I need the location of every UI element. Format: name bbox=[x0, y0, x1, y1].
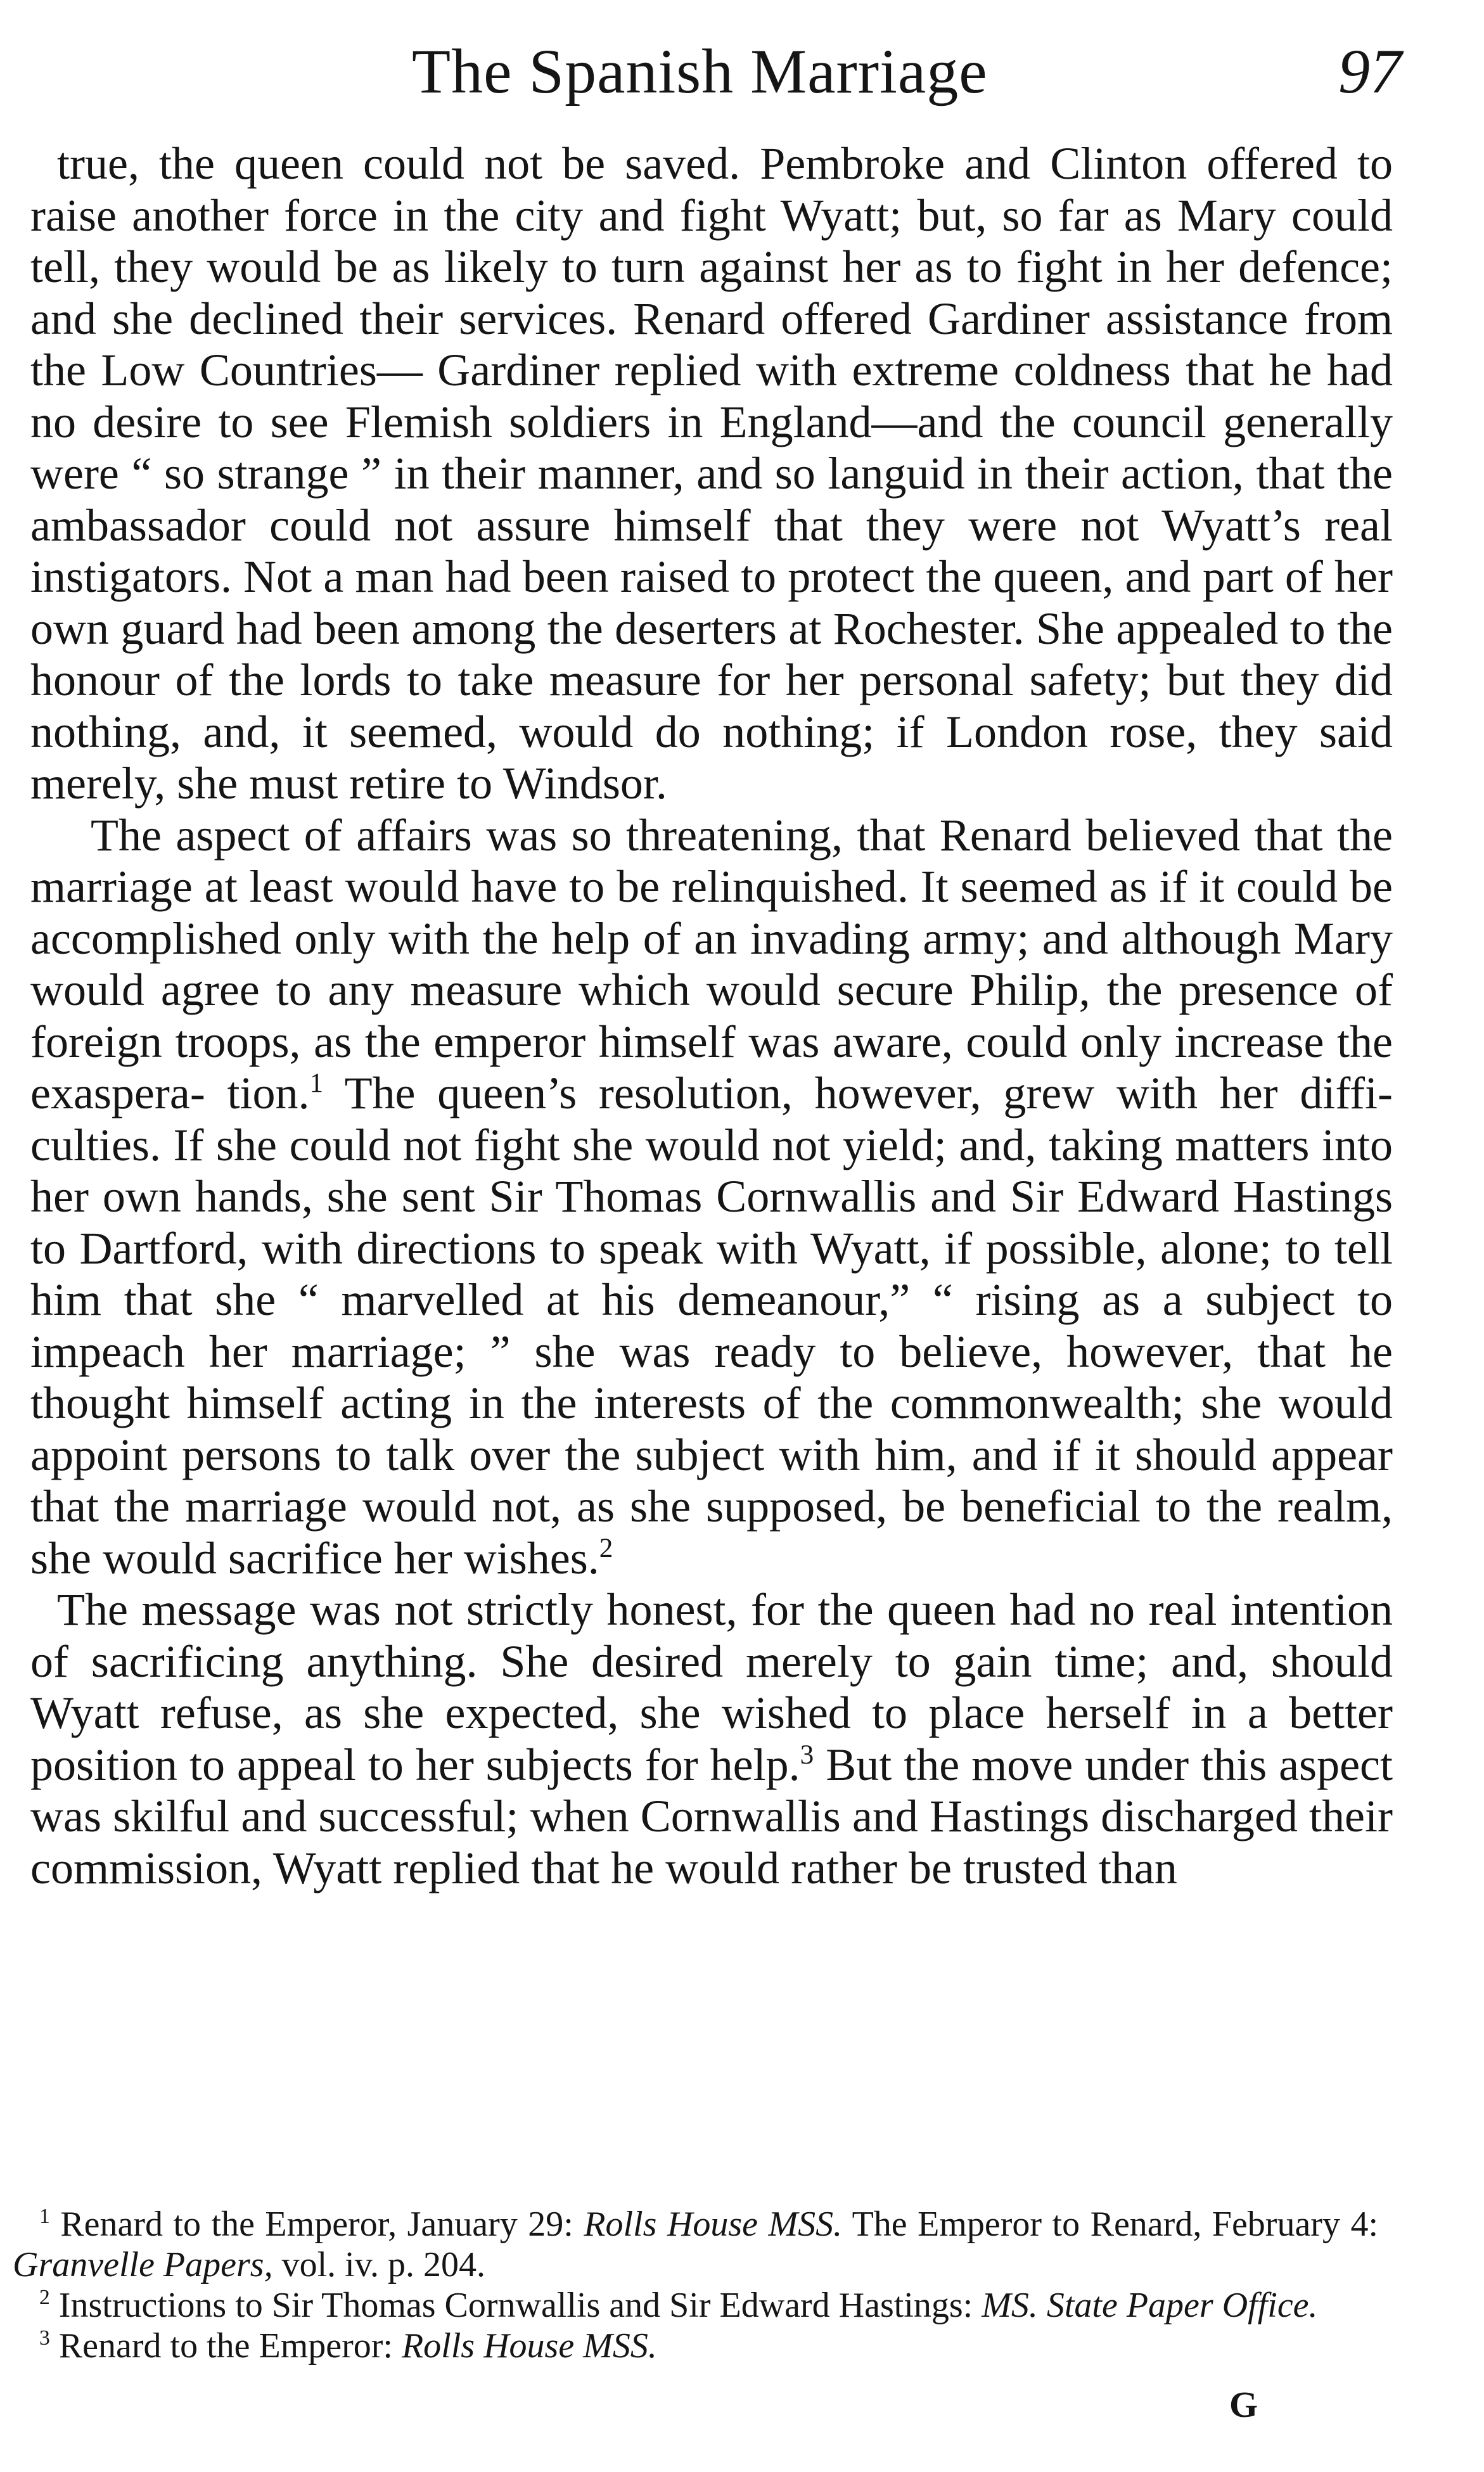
footnote-source: Rolls House MSS. bbox=[401, 2326, 657, 2366]
page-number: 97 bbox=[1338, 36, 1402, 106]
running-title: The Spanish Marriage bbox=[412, 36, 988, 106]
paragraph-text: The message was not strictly honest, for the queen had no real intention of sacrificing anything. She desired merely to gain time; and, should Wyatt refuse, as she expected, she wished to place herself in a better position to appeal to her subjects for help. bbox=[30, 1584, 1393, 1790]
footnote-text: Instructions to Sir Thomas Cornwallis and Sir Edward Hastings: bbox=[49, 2286, 982, 2325]
footnotes bbox=[13, 2204, 1378, 2366]
paragraph bbox=[30, 810, 1393, 1585]
footnote bbox=[13, 2204, 1378, 2285]
footnote-source: MS. State Paper Office. bbox=[982, 2286, 1318, 2325]
signature-mark: G bbox=[1229, 2384, 1260, 2425]
paragraph-text: true, the queen could not be saved. Pembroke and Clinton offered to raise another force in the city and fight Wyatt; but, so far as Mary could tell, they would be as likely to turn against her as to fight in her defence; and she declined their services. Renard offered Gardiner assistance from the Low Countries— Gardiner replied with extreme coldness that he had no desire to see Flemish soldiers in England—and the council generally were “ so strange ” in their manner, and so languid in their action, that the ambassador could not assure himself that they were not Wyatt’s real instigators. Not a man had been raised to protect the queen, and part of her own guard had been among the deserters at Rochester. She appealed to the honour of the lords to take measure for her personal safety; but they did nothing, and, it seemed, would do nothing; if London rose, they said merely, she must retire to Windsor. bbox=[30, 138, 1393, 809]
paragraph-text: But the move under this aspect was skilful and successful; when Cornwallis and Hastings discharged their commission, Wyatt replied that he would rather be trusted than bbox=[30, 1739, 1393, 1893]
footnote-text: vol. iv. p. 204. bbox=[272, 2245, 486, 2284]
footnote bbox=[13, 2326, 1378, 2366]
paragraph bbox=[30, 138, 1393, 810]
body-text bbox=[30, 138, 1393, 1894]
footnote-ref: 2 bbox=[599, 1533, 613, 1563]
footnote-mark: 1 bbox=[39, 2204, 50, 2228]
footnote-text: Renard to the Emperor: bbox=[49, 2326, 402, 2366]
footnote bbox=[13, 2285, 1378, 2326]
paragraph-text: The aspect of affairs was so threatening, that Renard believed that the marriage at least would have to be relinquished. It seemed as if it could be accomplished only with the help of an invading army; and although Mary would agree to any measure which would secure Philip, the presence of foreign troops, as the emperor himself was aware, could only increase the exaspera- tion. bbox=[30, 809, 1393, 1118]
footnote-source: Rolls House MSS. bbox=[584, 2205, 843, 2244]
paragraph bbox=[30, 1584, 1393, 1894]
footnote-text: The Emperor to Renard, February 4: bbox=[842, 2205, 1378, 2244]
page-header bbox=[0, 30, 1484, 113]
footnote-ref: 1 bbox=[309, 1068, 324, 1099]
footnote-source: Granvelle Papers, bbox=[13, 2245, 273, 2284]
footnote-text: Renard to the Emperor, January 29: bbox=[49, 2205, 584, 2244]
footnote-mark: 2 bbox=[39, 2285, 50, 2309]
footnote-ref: 3 bbox=[800, 1739, 814, 1770]
paragraph-text: The queen’s resolution, however, grew with her diffi- culties. If she could not fight she would not yield; and, taking matters into her own hands, she sent Sir Thomas Cornwallis and Sir Edward Hastings to Dartford, with directions to speak with Wyatt, if possible, alone; to tell him that she “ marvelled at his demeanour,” “ rising as a subject to impeach her marriage; ” she was ready to believe, however, that he thought himself acting in the interests of the commonwealth; she would appoint persons to talk over the subject with him, and if it should appear that the marriage would not, as she supposed, be beneficial to the realm, she would sacrifice her wishes. bbox=[30, 1068, 1393, 1584]
footnote-mark: 3 bbox=[39, 2326, 50, 2350]
